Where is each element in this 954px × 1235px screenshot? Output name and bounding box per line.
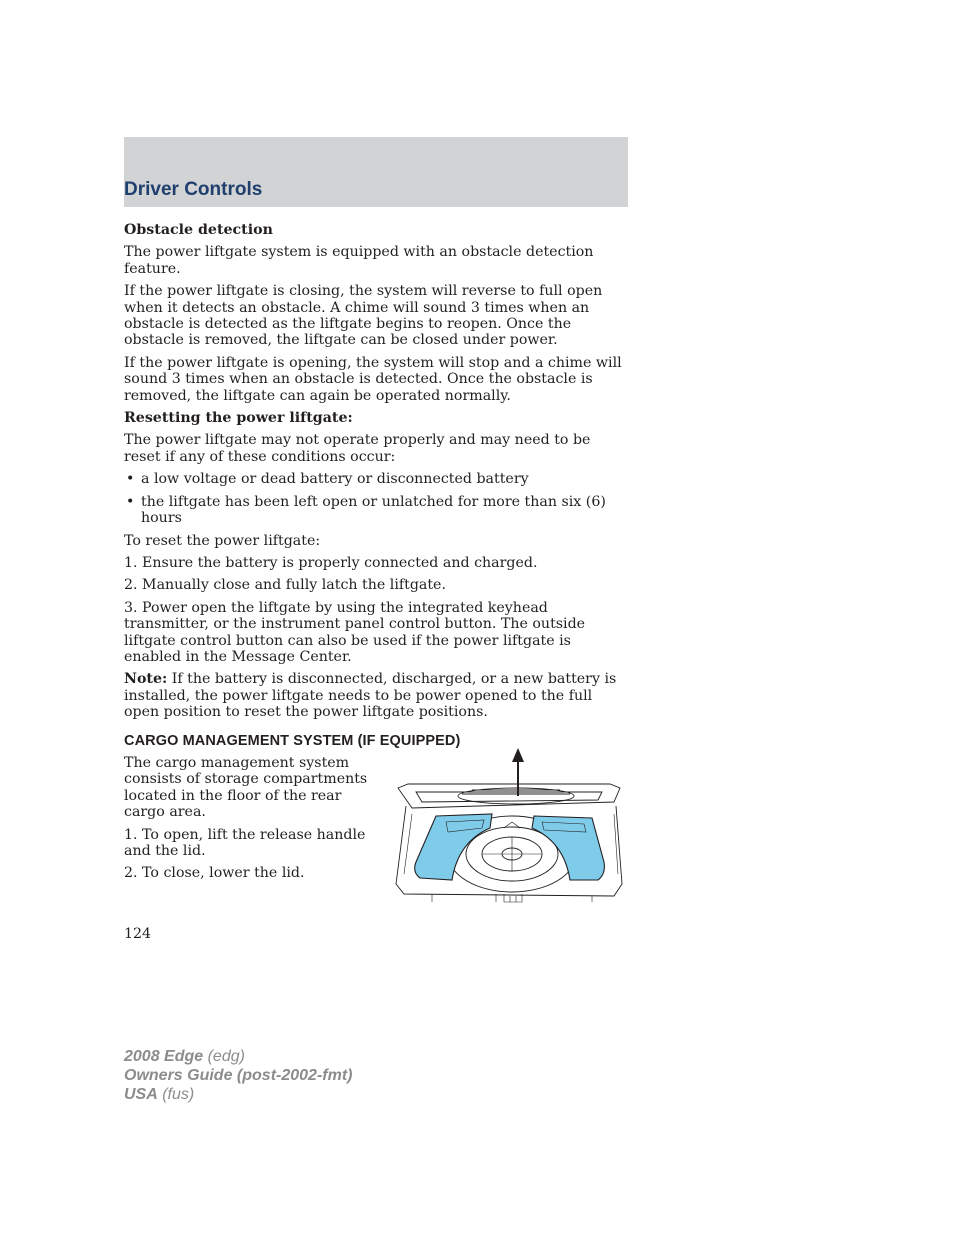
cargo-paragraph: The cargo management system consists of storage compartments located in the floor of the rear cargo area.	[124, 754, 368, 821]
note-label: Note:	[124, 671, 168, 688]
reset-step-2: 2. Manually close and fully latch the liftgate.	[124, 577, 446, 594]
list-item	[124, 494, 628, 527]
cargo-heading: CARGO MANAGEMENT SYSTEM (IF EQUIPPED)	[124, 732, 461, 749]
bullet-icon: •	[126, 471, 135, 488]
page-number: 124	[124, 926, 152, 942]
bullet-icon: •	[126, 493, 135, 510]
reset-step-3: 3. Power open the liftgate by using the integrated keyhead transmitter, or the instrument panel control button. The outside liftgate control button can also be used if the power liftgate is enabled in the Message Center.	[124, 599, 586, 665]
section-header	[124, 137, 628, 207]
to-reset-text: To reset the power liftgate:	[124, 532, 321, 549]
cargo-step-1: 1. To open, lift the release handle and the lid.	[124, 826, 366, 859]
resetting-intro: The power liftgate may not operate properly and may need to be reset if any of these conditions occur:	[124, 432, 591, 465]
footer-line-3: USA (fus)	[124, 1086, 195, 1103]
bullet-text: the liftgate has been left open or unlatched for more than six (6) hours	[141, 493, 606, 527]
obstacle-paragraph-2: If the power liftgate is closing, the system will reverse to full open when it detects an obstacle. A chime will sound 3 times when an obstacle is detected as the liftgate begins to reopen. Once the obstacle is removed, the liftgate can be closed under power.	[124, 283, 603, 349]
cargo-step-2: 2. To close, lower the lid.	[124, 865, 305, 882]
document-footer	[124, 1047, 352, 1104]
bullet-text: a low voltage or dead battery or disconnected battery	[141, 471, 529, 488]
section-title: Driver Controls	[124, 179, 263, 200]
footer-line-1: 2008 Edge (edg)	[124, 1048, 245, 1065]
cargo-compartment-illustration	[392, 744, 626, 904]
obstacle-paragraph-3: If the power liftgate is opening, the system will stop and a chime will sound 3 times when an obstacle is detected. Once the obstacle is removed, the liftgate can again be operated normally.	[124, 354, 622, 404]
note-paragraph	[124, 671, 628, 720]
obstacle-heading: Obstacle detection	[124, 222, 273, 238]
footer-line-2: Owners Guide (post-2002-fmt)	[124, 1067, 353, 1084]
obstacle-paragraph-1: The power liftgate system is equipped with an obstacle detection feature.	[124, 244, 594, 277]
reset-step-1: 1. Ensure the battery is properly connected and charged.	[124, 554, 538, 571]
note-text: If the battery is disconnected, discharged, or a new battery is installed, the power liftgate needs to be power opened to the full open position to reset the power liftgate positions.	[124, 671, 617, 721]
left-compartment	[415, 814, 492, 880]
list-item	[124, 471, 628, 487]
resetting-heading: Resetting the power liftgate:	[124, 410, 353, 427]
cargo-text-column	[124, 755, 379, 882]
